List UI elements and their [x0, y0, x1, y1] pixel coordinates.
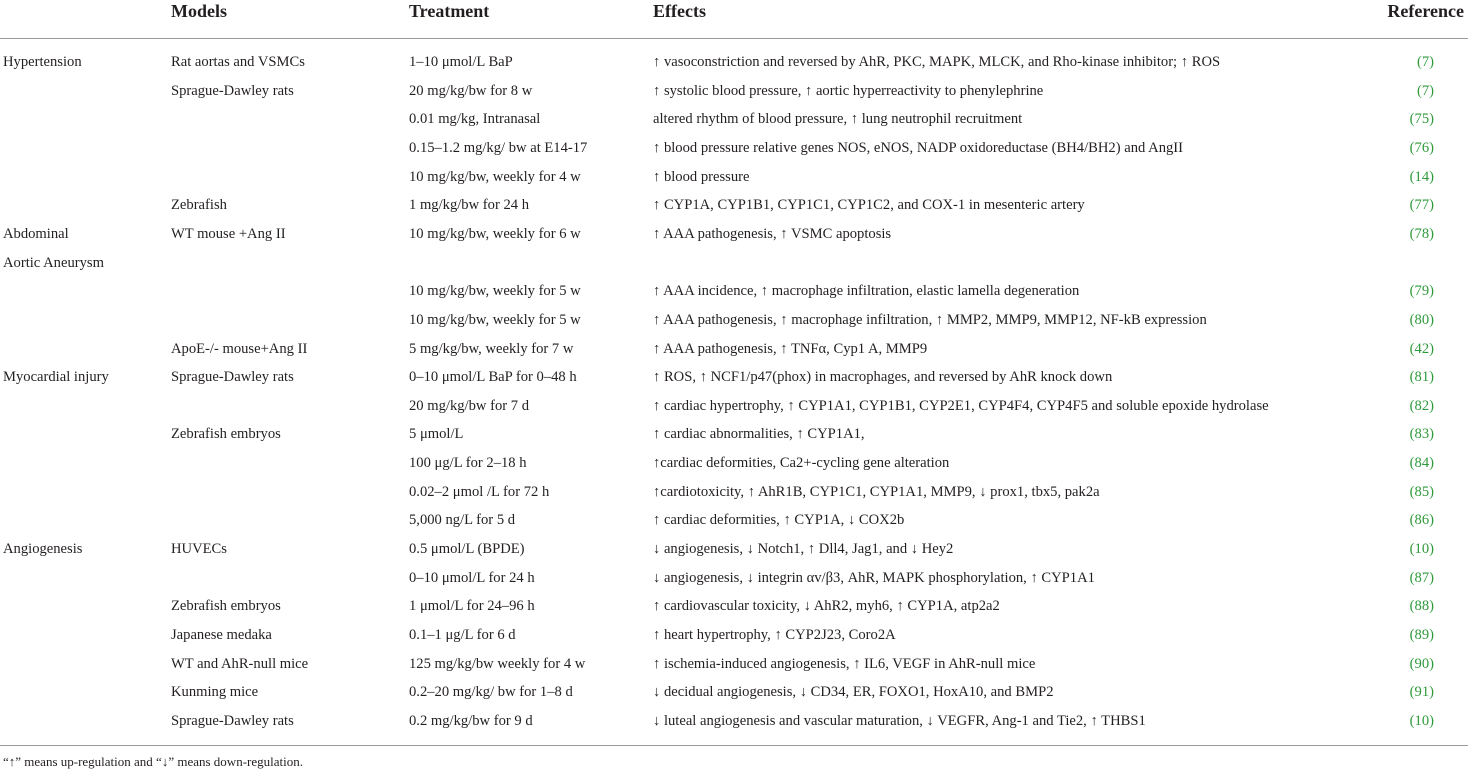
row-effects: ↑ heart hypertrophy, ↑ CYP2J23, Coro2A: [653, 627, 896, 643]
row-treatment: 125 mg/kg/bw weekly for 4 w: [409, 655, 586, 672]
table-row: [0, 335, 1468, 363]
header-reference: Reference: [1387, 1, 1464, 21]
row-treatment: 10 mg/kg/bw, weekly for 5 w: [409, 283, 581, 300]
row-model: Zebrafish embryos: [171, 426, 281, 443]
row-effects: ↑ systolic blood pressure, ↑ aortic hyperreactivity to phenylephrine: [653, 82, 1044, 99]
row-effects: ↑ cardiac hypertrophy, ↑ CYP1A1, CYP1B1, CYP2E1, CYP4F4, CYP4F5 and soluble epoxide hydrolase: [653, 397, 1269, 414]
row-model: HUVECs: [171, 541, 227, 558]
table-row: [0, 420, 1468, 448]
row-effects: ↑cardiotoxicity, ↑ AhR1B, CYP1C1, CYP1A1, MMP9, ↓ prox1, tbx5, pak2a: [653, 483, 1100, 500]
row-model: Zebrafish embryos: [171, 598, 281, 615]
table-row: [0, 134, 1468, 162]
row-treatment: 0.1–1 μg/L for 6 d: [409, 627, 516, 643]
row-effects: altered rhythm of blood pressure, ↑ lung neutrophil recruitment: [653, 111, 1023, 128]
row-category: Angiogenesis: [3, 541, 83, 558]
row-reference-link[interactable]: (82): [1409, 397, 1434, 414]
row-treatment: 20 mg/kg/bw for 8 w: [409, 82, 533, 99]
row-treatment: 5 mg/kg/bw, weekly for 7 w: [409, 340, 574, 357]
header-divider: [0, 38, 1468, 39]
row-reference-link[interactable]: (7): [1416, 54, 1434, 70]
row-reference-link[interactable]: (78): [1409, 225, 1434, 242]
row-reference-link[interactable]: (14): [1409, 168, 1434, 185]
row-reference-link[interactable]: (88): [1409, 598, 1434, 615]
row-effects: ↓ angiogenesis, ↓ integrin αv/β3, AhR, MAPK phosphorylation, ↑ CYP1A1: [653, 569, 1095, 586]
row-treatment: 0.2–20 mg/kg/ bw for 1–8 d: [409, 684, 573, 701]
row-treatment: 0.02–2 μmol /L for 72 h: [409, 483, 550, 500]
header-treatment: Treatment: [409, 1, 490, 21]
table-row: [0, 506, 1468, 534]
row-reference-link[interactable]: (87): [1409, 569, 1434, 586]
row-model: ApoE-/- mouse+Ang II: [171, 340, 308, 357]
table-row: [0, 564, 1468, 592]
row-treatment: 10 mg/kg/bw, weekly for 5 w: [409, 311, 581, 328]
table-row: [0, 191, 1468, 219]
row-reference-link[interactable]: (90): [1409, 655, 1434, 672]
row-reference-link[interactable]: (79): [1409, 283, 1434, 300]
row-reference-link[interactable]: (7): [1416, 82, 1434, 99]
table-row: [0, 707, 1468, 735]
row-effects: ↓ decidual angiogenesis, ↓ CD34, ER, FOXO1, HoxA10, and BMP2: [653, 684, 1054, 701]
row-effects: ↑ AAA incidence, ↑ macrophage infiltration, elastic lamella degeneration: [653, 283, 1080, 300]
table-row: [0, 392, 1468, 420]
table-row: [0, 249, 1468, 277]
row-treatment: 0.5 μmol/L (BPDE): [409, 541, 525, 558]
row-model: Sprague-Dawley rats: [171, 712, 294, 729]
row-model: Sprague-Dawley rats: [171, 82, 294, 99]
row-reference-link[interactable]: (75): [1409, 111, 1434, 128]
row-treatment: 100 μg/L for 2–18 h: [409, 455, 527, 472]
table-row: [0, 678, 1468, 706]
row-effects: ↑ AAA pathogenesis, ↑ TNFα, Cyp1 A, MMP9: [653, 340, 928, 357]
row-treatment: 0.15–1.2 mg/kg/ bw at E14-17: [409, 139, 588, 156]
row-reference-link[interactable]: (42): [1409, 340, 1434, 357]
row-effects: ↑ cardiovascular toxicity, ↓ AhR2, myh6, ↑ CYP1A, atp2a2: [653, 598, 1000, 615]
table-row: [0, 592, 1468, 620]
row-model: Rat aortas and VSMCs: [171, 54, 305, 70]
table-row: [0, 48, 1468, 76]
row-treatment: 0–10 μmol/L for 24 h: [409, 569, 535, 586]
row-reference-link[interactable]: (85): [1409, 483, 1434, 500]
row-model: WT and AhR-null mice: [171, 655, 309, 672]
row-effects: ↑ CYP1A, CYP1B1, CYP1C1, CYP1C2, and COX-1 in mesenteric artery: [653, 197, 1085, 214]
table-row: [0, 363, 1468, 391]
row-treatment: 10 mg/kg/bw, weekly for 6 w: [409, 225, 581, 242]
table-row: [0, 77, 1468, 105]
row-effects: ↓ angiogenesis, ↓ Notch1, ↑ Dll4, Jag1, and ↓ Hey2: [653, 541, 954, 558]
table-row: [0, 650, 1468, 678]
row-reference-link[interactable]: (77): [1409, 197, 1434, 214]
row-effects: ↑ ischemia-induced angiogenesis, ↑ IL6, VEGF in AhR-null mice: [653, 655, 1036, 672]
row-treatment: 1 mg/kg/bw for 24 h: [409, 197, 529, 214]
row-reference-link[interactable]: (86): [1409, 512, 1434, 529]
table-row: [0, 535, 1468, 563]
table-row: [0, 220, 1468, 248]
row-model: WT mouse +Ang II: [171, 225, 286, 242]
table-row: [0, 449, 1468, 477]
row-reference-link[interactable]: (83): [1409, 426, 1434, 443]
row-treatment: 5 μmol/L: [409, 426, 464, 443]
row-model: Sprague-Dawley rats: [171, 369, 294, 386]
row-reference-link[interactable]: (80): [1409, 311, 1434, 328]
row-category: Myocardial injury: [3, 369, 109, 386]
row-effects: ↑ cardiac deformities, ↑ CYP1A, ↓ COX2b: [653, 512, 905, 529]
footer-divider: [0, 745, 1468, 746]
row-effects: ↑ AAA pathogenesis, ↑ macrophage infiltration, ↑ MMP2, MMP9, MMP12, NF-kB expression: [653, 311, 1207, 328]
table-row: [0, 105, 1468, 133]
row-category: Abdominal: [3, 225, 69, 242]
row-effects: ↑ blood pressure relative genes NOS, eNOS, NADP oxidoreductase (BH4/BH2) and AngII: [653, 139, 1184, 156]
table-row: [0, 621, 1468, 649]
row-treatment: 0–10 μmol/L BaP for 0–48 h: [409, 369, 577, 386]
row-model: Japanese medaka: [171, 627, 272, 643]
row-effects: ↑cardiac deformities, Ca2+-cycling gene alteration: [653, 455, 950, 472]
row-reference-link[interactable]: (89): [1409, 627, 1434, 643]
row-treatment: 1–10 μmol/L BaP: [409, 54, 513, 70]
row-treatment: 20 mg/kg/bw for 7 d: [409, 397, 529, 414]
row-reference-link[interactable]: (10): [1409, 541, 1434, 558]
row-treatment: 0.01 mg/kg, Intranasal: [409, 111, 541, 128]
row-category: Hypertension: [3, 54, 82, 70]
row-effects: ↑ blood pressure: [653, 168, 750, 185]
row-effects: ↑ vasoconstriction and reversed by AhR, PKC, MAPK, MLCK, and Rho-kinase inhibitor; ↑ ROS: [653, 54, 1221, 70]
header-effects: Effects: [653, 1, 706, 21]
row-model: Kunming mice: [171, 684, 259, 701]
row-treatment: 5,000 ng/L for 5 d: [409, 512, 516, 529]
row-category: Aortic Aneurysm: [3, 254, 104, 271]
row-effects: ↑ ROS, ↑ NCF1/p47(phox) in macrophages, and reversed by AhR knock down: [653, 369, 1113, 386]
row-model: Zebrafish: [171, 197, 227, 214]
table-row: [0, 277, 1468, 305]
row-treatment: 0.2 mg/kg/bw for 9 d: [409, 712, 533, 729]
table-row: [0, 478, 1468, 506]
row-reference-link[interactable]: (84): [1409, 455, 1434, 472]
table-row: [0, 306, 1468, 334]
table-row: [0, 163, 1468, 191]
row-treatment: 10 mg/kg/bw, weekly for 4 w: [409, 168, 581, 185]
header-models: Models: [171, 1, 227, 21]
row-reference-link[interactable]: (81): [1409, 369, 1434, 386]
row-reference-link[interactable]: (76): [1409, 139, 1434, 156]
row-effects: ↓ luteal angiogenesis and vascular maturation, ↓ VEGFR, Ang-1 and Tie2, ↑ THBS1: [653, 712, 1146, 729]
row-treatment: 1 μmol/L for 24–96 h: [409, 598, 535, 615]
table-footnote: “↑” means up-regulation and “↓” means down-regulation.: [3, 754, 303, 769]
row-effects: ↑ cardiac abnormalities, ↑ CYP1A1,: [653, 426, 865, 443]
row-effects: ↑ AAA pathogenesis, ↑ VSMC apoptosis: [653, 225, 892, 242]
row-reference-link[interactable]: (10): [1409, 712, 1434, 729]
row-reference-link[interactable]: (91): [1409, 684, 1434, 701]
